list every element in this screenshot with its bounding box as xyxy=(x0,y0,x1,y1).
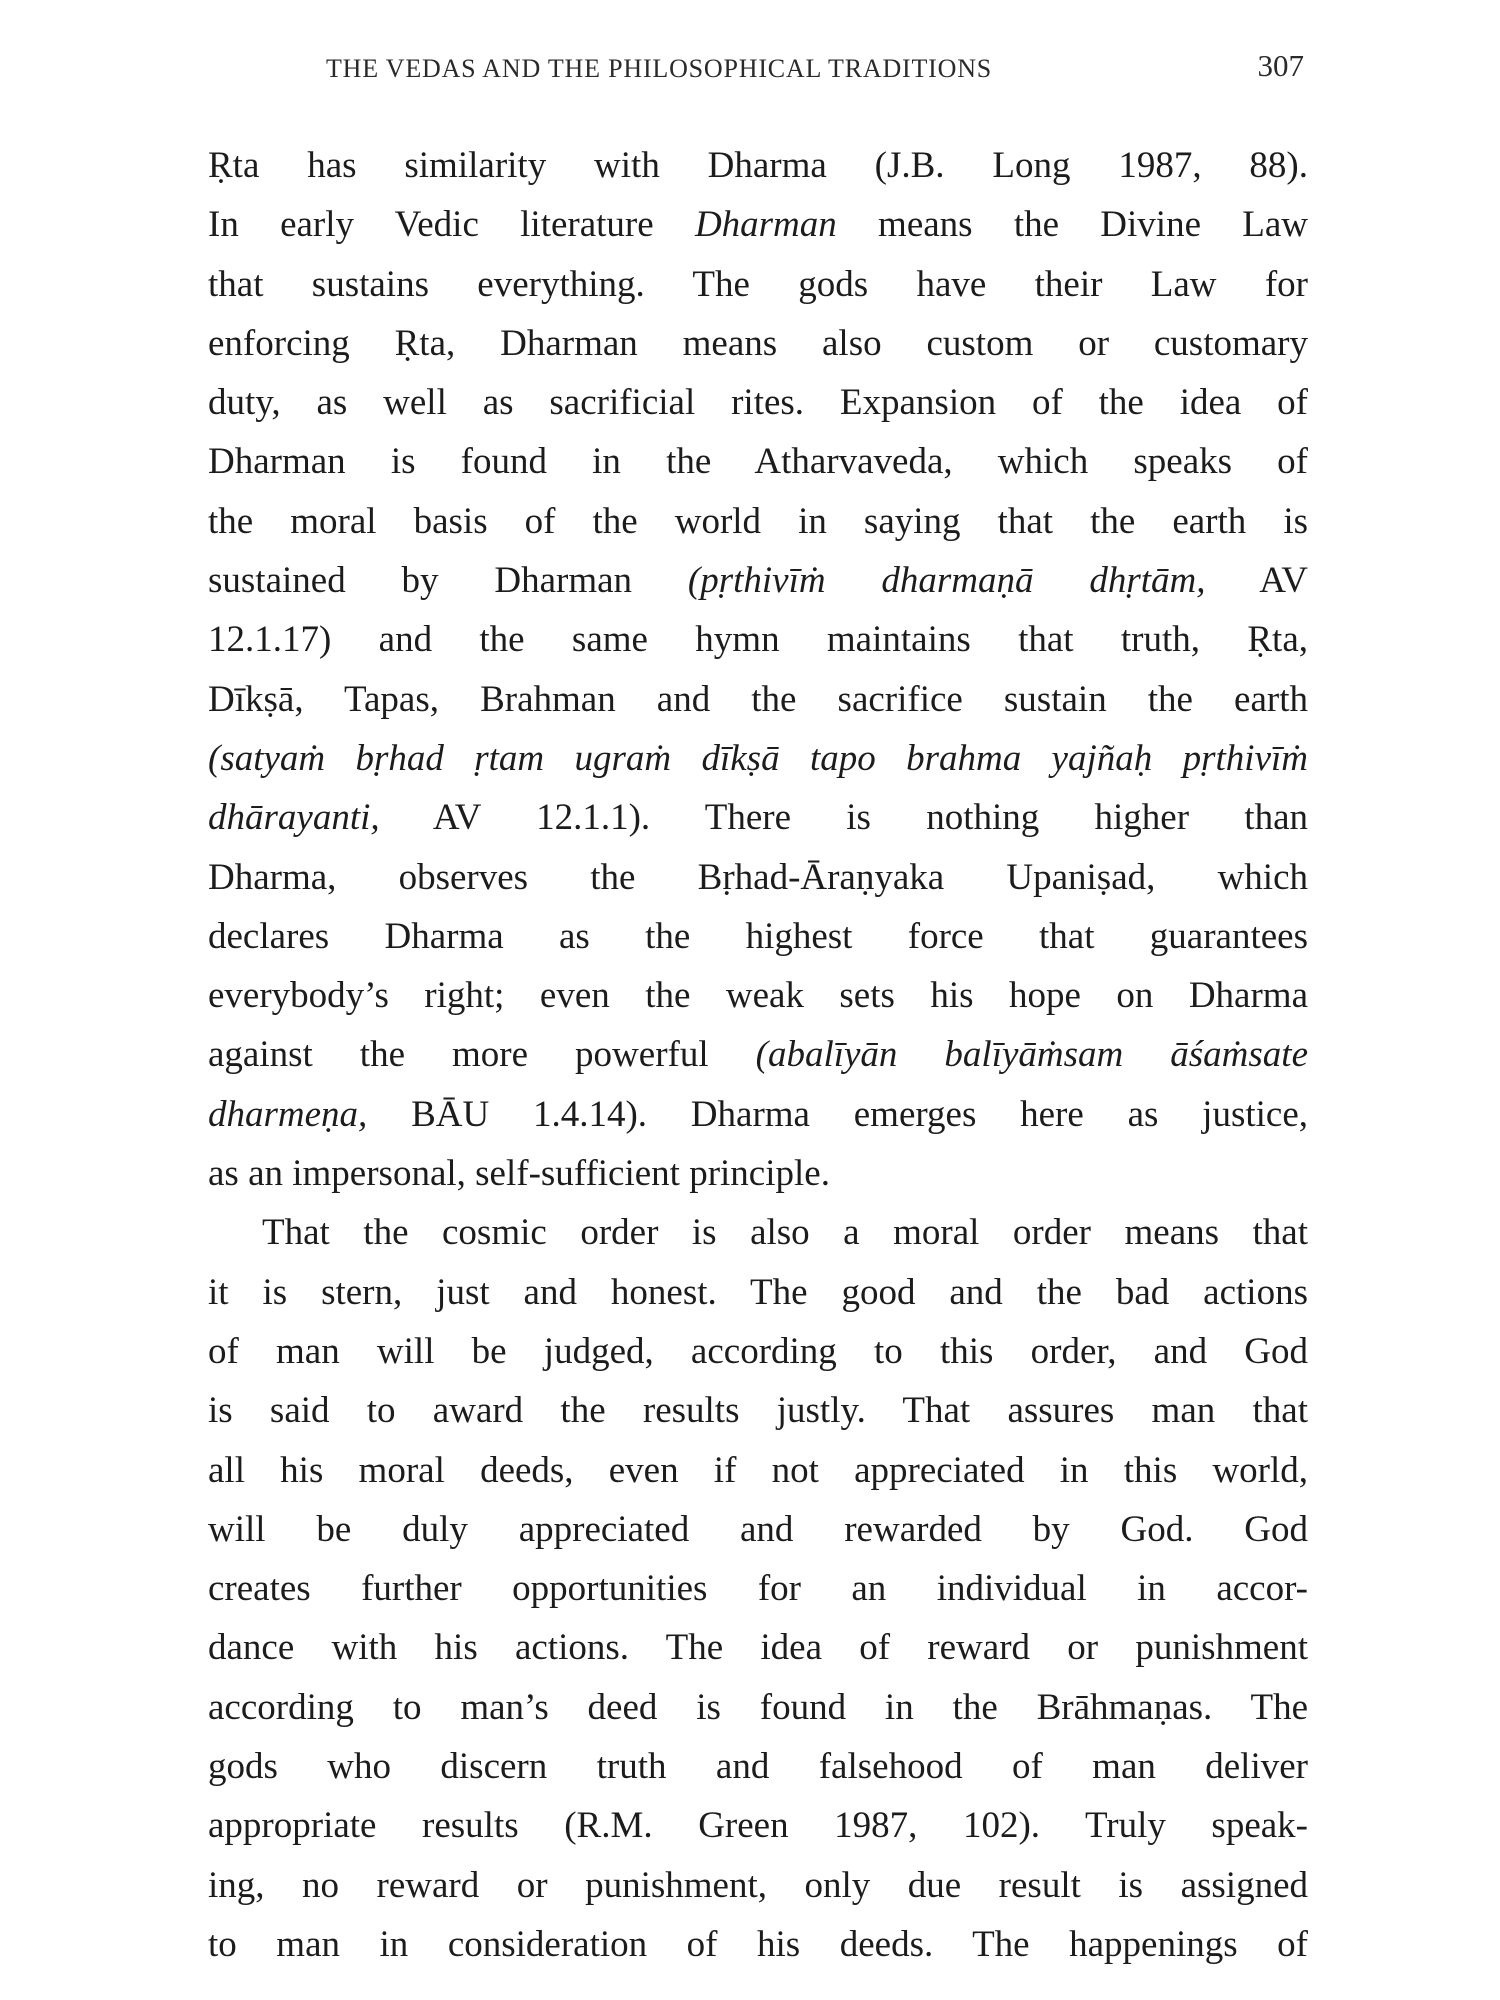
text-line xyxy=(208,1618,1308,1677)
text-run: Ṛta has similarity with Dharma (J.B. Long 1987, 88). xyxy=(208,145,1308,186)
text-line xyxy=(208,1025,1308,1084)
text-line xyxy=(208,1915,1308,1974)
text-run: of man will be judged, according to this order, and God xyxy=(208,1330,1308,1372)
text-line xyxy=(208,492,1308,551)
italic-text: (abalīyān balīyāṁsam āśaṁsate xyxy=(755,1034,1308,1076)
text-line xyxy=(208,670,1308,729)
text-run: Dīkṣā, Tapas, Brahman and the sacrifice sustain the earth xyxy=(208,678,1308,720)
text-run: BĀU 1.4.14). Dharma emerges here as justice, xyxy=(367,1093,1308,1135)
text-line xyxy=(208,788,1308,847)
running-title: THE VEDAS AND THE PHILOSOPHICAL TRADITIONS xyxy=(326,54,993,83)
text-run: sustained by Dharman xyxy=(208,560,688,602)
text-line xyxy=(208,1796,1308,1855)
text-run: all his moral deeds, even if not appreciated in this world, xyxy=(208,1449,1308,1491)
text-run: declares Dharma as the highest force that guarantees xyxy=(208,915,1308,957)
text-line xyxy=(208,1678,1308,1737)
italic-text: (satyaṁ bṛhad ṛtam ugraṁ dīkṣā tapo brahma yajñaḥ pṛthivīṁ xyxy=(208,737,1308,779)
text-line xyxy=(208,1085,1308,1144)
text-run: according to man’s deed is found in the Brāhmaṇas. The xyxy=(208,1686,1308,1728)
text-line xyxy=(208,432,1308,491)
italic-text: (pṛthivīṁ dharmaṇā dhṛtām, xyxy=(687,560,1206,602)
text-line xyxy=(208,1737,1308,1796)
text-line xyxy=(208,195,1308,254)
text-run: it is stern, just and honest. The good and the bad actions xyxy=(208,1271,1308,1313)
text-run: against the more powerful xyxy=(208,1034,756,1076)
text-line xyxy=(208,907,1308,966)
text-line xyxy=(208,1559,1308,1618)
text-line xyxy=(208,1144,1308,1203)
text-run: Dharman is found in the Atharvaveda, which speaks of xyxy=(208,441,1308,483)
text-line xyxy=(208,848,1308,907)
text-run: will be duly appreciated and rewarded by God. God xyxy=(208,1508,1308,1550)
text-run: In early Vedic literature xyxy=(208,204,695,246)
text-run: gods who discern truth and falsehood of man deliver xyxy=(208,1746,1308,1788)
text-line xyxy=(208,1263,1308,1322)
text-run: 12.1.17) and the same hymn maintains that truth, Ṛta, xyxy=(208,619,1308,661)
text-run: is said to award the results justly. That assures man that xyxy=(208,1390,1308,1432)
text-run: AV xyxy=(1205,560,1308,602)
text-line xyxy=(208,255,1308,314)
text-run: creates further opportunities for an individual in accor- xyxy=(208,1568,1308,1610)
italic-text: dharmeṇa, xyxy=(208,1093,368,1135)
text-run: means the Divine Law xyxy=(836,204,1309,246)
text-run: enforcing Ṛta, Dharman means also custom or customary xyxy=(208,322,1308,364)
text-line xyxy=(208,729,1308,788)
text-line xyxy=(208,1441,1308,1500)
text-run: duty, as well as sacrificial rites. Expansion of the idea of xyxy=(208,382,1308,424)
text-run: to man in consideration of his deeds. The happenings of xyxy=(208,1923,1308,1965)
italic-text: dhārayanti, xyxy=(208,797,380,839)
text-run: everybody’s right; even the weak sets his hope on Dharma xyxy=(208,975,1308,1017)
text-line xyxy=(208,551,1308,610)
text-line xyxy=(208,136,1308,195)
text-run: AV 12.1.1). There is nothing higher than xyxy=(379,797,1308,839)
text-run: as an impersonal, self-sufficient principle. xyxy=(208,1153,830,1195)
text-run: the moral basis of the world in saying that the earth is xyxy=(208,500,1308,542)
body-text xyxy=(208,136,1308,1974)
text-line xyxy=(208,1203,1308,1262)
text-line xyxy=(208,373,1308,432)
running-head xyxy=(326,48,1326,92)
text-line xyxy=(208,1856,1308,1915)
text-line xyxy=(208,610,1308,669)
text-line xyxy=(208,1381,1308,1440)
text-line xyxy=(208,1500,1308,1559)
text-run: that sustains everything. The gods have their Law for xyxy=(208,263,1308,305)
text-run: ing, no reward or punishment, only due result is assigned xyxy=(208,1864,1308,1906)
paragraph xyxy=(208,1203,1308,1974)
paragraph xyxy=(208,136,1308,1203)
italic-text: Dharman xyxy=(694,204,837,246)
page-number: 307 xyxy=(1257,48,1304,83)
text-line xyxy=(208,1322,1308,1381)
text-run: Dharma, observes the Bṛhad-Āraṇyaka Upaniṣad, which xyxy=(208,856,1308,898)
text-line xyxy=(208,966,1308,1025)
text-run: dance with his actions. The idea of reward or punishment xyxy=(208,1627,1308,1669)
text-run: That the cosmic order is also a moral order means that xyxy=(262,1212,1308,1254)
text-line xyxy=(208,314,1308,373)
text-run: appropriate results (R.M. Green 1987, 102). Truly speak- xyxy=(208,1805,1308,1847)
